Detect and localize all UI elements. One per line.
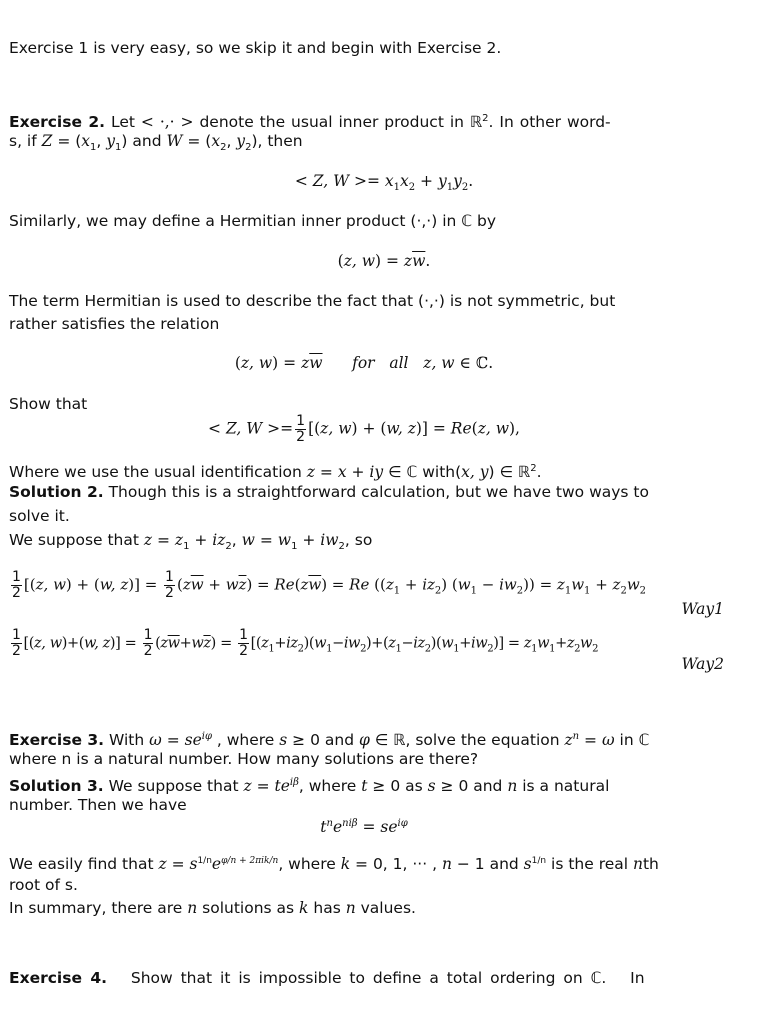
solution-2-line-2: solve it. [9,507,70,525]
exercise-4-text-1: Show that it is impossible to define a total ordering on ℂ. In [115,969,645,987]
exercise-4-line-1 [9,967,729,990]
equation-way-1: $\frac{1}{2}$ [(z, w) + (w, z)] = $\frac{1}{2}$ $(z\overline{w} + w\overline{z}) = Re(z\overline{w}) = Re$ $((z_1 + iz_2) (w_1 - iw_2)) = z_1w_1 + z_2w_2$ [12,569,647,601]
exercise-2-line-3: Similarly, we may define a Hermitian inner product (·,·) in ℂ by [9,212,497,230]
exercise-2-line-7: Where we use the usual identification z = x + iy ∈ ℂ with(x, y) ∈ ℝ$^2$. [9,463,542,482]
equation-relation: (z, $w) = z\overline{w}$ for all z, w ∈ ℂ. [234,354,494,372]
exercise-2-line-5: rather satisfies the relation [9,315,220,333]
way-2-label: Way2 [681,655,724,673]
exercise-2-line-4: The term Hermitian is used to describe the fact that (·,·) is not symmetric, but [9,292,616,310]
exercise-3-text-1: With $\omega = se^{i\varphi}$ , where s ≥ 0 and φ ∈ ℝ, solve the equation $z^n = \omega$ in ℂ [109,731,650,750]
equation-polar: $t^ne^{ni\beta} = se^{i\varphi}$ [320,818,408,837]
exercise-2-line-6: Show that [9,395,88,413]
equation-way-2: $\frac{1}{2}$ [(z, w)+(w, z)] = $\frac{1}{2}$ $(z\overline{w}+w\overline{z})$ = $\frac{1}{2}$ $[(z_1+iz_2)(w_1-iw_2)+(z_1-iz_2)(w_1+iw_2)] = z_1w_1+z_2w_2$ [12,627,599,659]
exercise-2-line-2: s, if $Z = (x_1$, $y_1$) and $W = (x_2$, $y_2$), then [9,132,303,154]
solution-2-line-3: We suppose that $z = z_1 + iz_2$, $w = w_1 + iw_2$, so [9,531,373,553]
solution-3-text-1: We suppose that $z = te^{i\beta}$, where t ≥ 0 as s ≥ 0 and n is a natural [108,777,610,796]
exercise-3-line-2: where n is a natural number. How many solutions are there? [9,750,479,768]
exercise-2-heading: Exercise 2. [9,113,106,132]
equation-hermitian: (z, $w) = z\overline{w}$. [337,252,431,270]
solution-2-heading: Solution 2. [9,483,104,501]
solution-3-line-3: We easily find that $z = s^{1/n}e^{\varphi/n + 2\pi ik/n}$, where k = 0, 1, ··· , n − 1 and $s^{1/n}$ is the real nth [9,855,659,874]
equation-inner-product: < Z, $W >= x_1x_2 + y_1y_2$. [294,172,474,194]
exercise-3-heading: Exercise 3. [9,731,105,750]
way-1-label: Way1 [681,600,724,618]
intro-paragraph: Exercise 1 is very easy, so we skip it and begin with Exercise 2. [9,39,502,57]
exercise-4-heading: Exercise 4. [9,969,108,987]
solution-3-line-2: number. Then we have [9,796,187,814]
solution-3-heading: Solution 3. [9,777,104,796]
equation-show-that: < Z, W >= $\frac{1}{2}$ [(z, w) + (w, z)] = Re(z, w), [208,413,520,445]
solution-3-line-5: In summary, there are n solutions as k has n values. [9,899,416,917]
solution-3-line-4: root of s. [9,876,78,894]
solution-2-text-1: Though this is a straightforward calculation, but we have two ways to [108,483,649,501]
exercise-2-text-1: Let < ·,· > denote the usual inner product in ℝ$^2$. In other word- [111,113,611,132]
solution-2-line-1 [9,481,729,504]
